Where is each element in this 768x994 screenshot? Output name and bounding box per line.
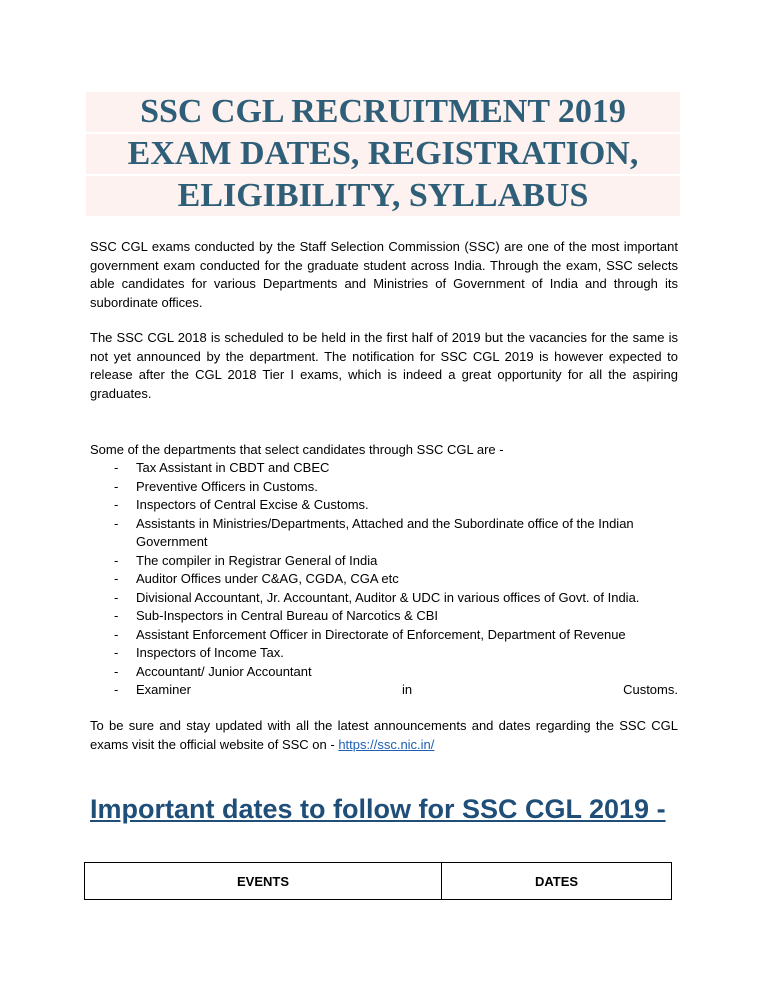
dash-bullet: - xyxy=(114,478,119,494)
departments-list xyxy=(90,459,678,700)
intro-paragraph-2: The SSC CGL 2018 is scheduled to be held in the first half of 2019 but the vacancies for the same is not yet announced by the department. The notification for SSC CGL 2019 is however expected to release after the CGL 2018 Tier I exams, which is indeed a great opportunity for all the aspiring graduates. xyxy=(90,330,678,401)
title-line-3: ELIGIBILITY, SYLLABUS xyxy=(86,176,680,216)
list-item-text: Inspectors of Central Excise & Customs. xyxy=(136,497,369,512)
list-item xyxy=(90,496,678,515)
important-dates-table xyxy=(84,862,672,900)
dash-bullet: - xyxy=(114,460,119,475)
dash-bullet: - xyxy=(114,497,119,512)
dash-bullet: - xyxy=(114,608,119,623)
dash-bullet: - xyxy=(114,626,119,642)
list-item xyxy=(90,515,678,552)
list-item xyxy=(90,663,678,682)
dash-bullet: - xyxy=(114,645,119,660)
title-line-1: SSC CGL RECRUITMENT 2019 xyxy=(86,92,680,132)
dash-bullet: - xyxy=(114,663,119,679)
dash-bullet: - xyxy=(114,571,119,586)
intro-paragraph-1: SSC CGL exams conducted by the Staff Selection Commission (SSC) are one of the most important government exam conducted for the graduate student across India. Through the exam, SSC selects able candidates for various Departments and Ministries of Government of India and through its subordinate offices. xyxy=(90,239,678,310)
list-item-text: Tax Assistant in CBDT and CBEC xyxy=(136,460,330,475)
list-item-text: Inspectors of Income Tax. xyxy=(136,645,284,660)
dates-column-header: DATES xyxy=(442,863,672,900)
table-header-row xyxy=(85,863,672,900)
list-item xyxy=(90,459,678,478)
list-item xyxy=(90,570,678,589)
list-item-text: Assistant Enforcement Officer in Directorate of Enforcement, Department of Revenue xyxy=(136,626,626,642)
list-item-text: Sub-Inspectors in Central Bureau of Narcotics & CBI xyxy=(136,608,439,623)
list-item-text: Accountant/ Junior Accountant xyxy=(136,663,312,679)
customs-word: Customs. xyxy=(623,682,678,697)
list-item-text: Preventive Officers in Customs. xyxy=(136,478,318,494)
ssc-website-link[interactable]: https://ssc.nic.in/ xyxy=(338,736,435,752)
list-item xyxy=(90,644,678,663)
departments-intro: Some of the departments that select candidates through SSC CGL are - xyxy=(90,442,504,457)
events-column-header: EVENTS xyxy=(85,863,442,900)
list-item xyxy=(90,681,678,700)
dash-bullet: - xyxy=(114,682,119,697)
list-item-text: Assistants in Ministries/Departments, Attached and the Subordinate office of the Indian Government xyxy=(136,515,634,549)
important-dates-heading: Important dates to follow for SSC CGL 2019 - xyxy=(90,794,666,824)
dash-bullet: - xyxy=(114,552,119,568)
list-item xyxy=(90,626,678,645)
dash-bullet: - xyxy=(114,589,119,605)
list-item xyxy=(90,589,678,608)
dash-bullet: - xyxy=(114,515,119,531)
list-item xyxy=(90,607,678,626)
examiner-word: Examiner xyxy=(136,682,191,697)
in-word: in xyxy=(401,682,413,697)
title-line-2: EXAM DATES, REGISTRATION, xyxy=(86,134,680,174)
list-item-text: Divisional Accountant, Jr. Accountant, Auditor & UDC in various offices of Govt. of India. xyxy=(136,589,640,605)
document-title xyxy=(86,92,680,218)
list-item-text: The compiler in Registrar General of India xyxy=(136,552,378,568)
list-item xyxy=(90,552,678,571)
updates-text: To be sure and stay updated with all the latest announcements and dates regarding the SSC CGL exams visit the official website of SSC on - xyxy=(90,718,678,752)
updates-paragraph xyxy=(90,717,678,754)
list-item-text: Auditor Offices under C&AG, CGDA, CGA etc xyxy=(136,571,399,586)
list-item-text xyxy=(136,681,678,700)
list-item xyxy=(90,478,678,497)
